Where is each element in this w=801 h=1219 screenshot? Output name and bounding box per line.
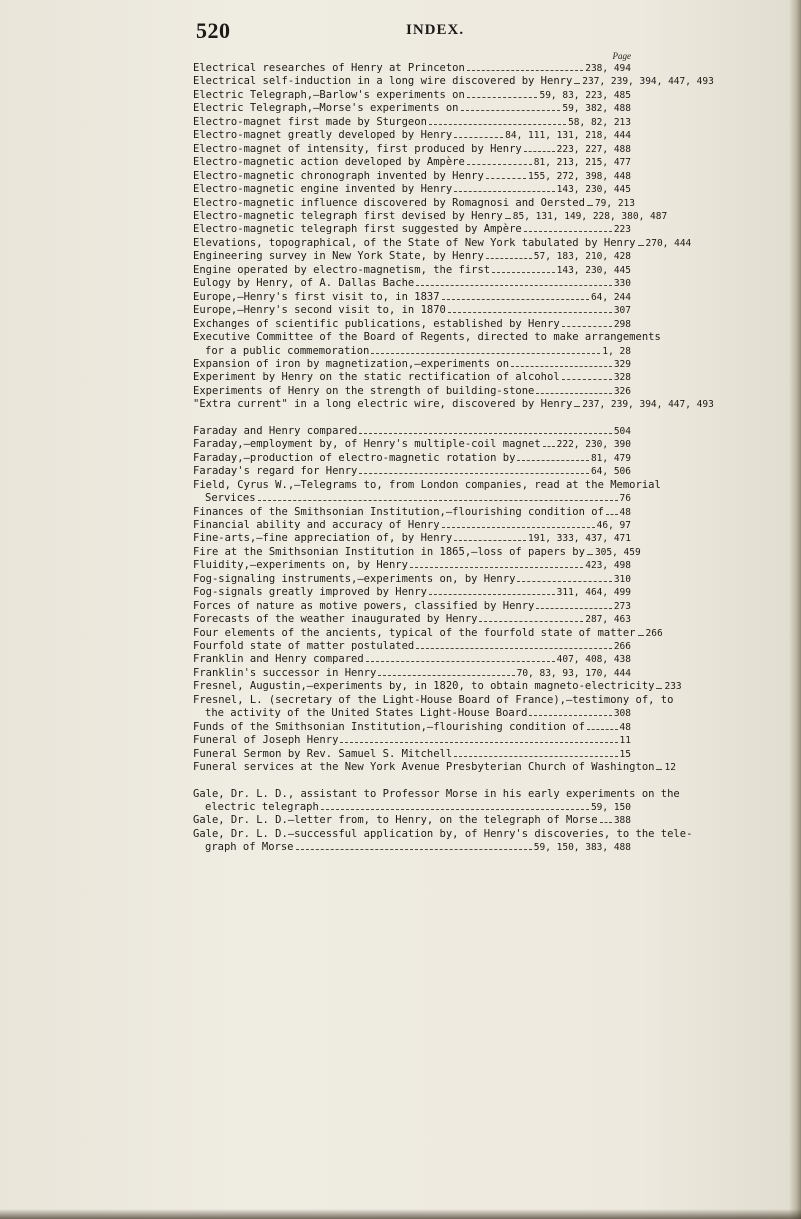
index-entry-text: Gale, Dr. L. D.—letter from, to Henry, on the telegraph of Morse [193, 814, 598, 827]
index-entry-text: Fluidity,—experiments on, by Henry [193, 559, 408, 572]
index-entry-line [193, 318, 631, 331]
index-entry-line [193, 626, 663, 640]
index-entry [193, 196, 635, 210]
dot-leader [486, 178, 526, 179]
dot-leader [442, 299, 589, 300]
index-entry [193, 600, 631, 613]
index-entry [193, 318, 631, 331]
dot-leader [454, 191, 554, 192]
index-entry-pages: 223 [613, 224, 631, 236]
index-entry [193, 425, 631, 438]
index-entry-pages: 504 [613, 425, 631, 437]
index-entry [193, 62, 631, 75]
index-entry [193, 734, 631, 747]
index-entry-line [193, 586, 631, 599]
index-entry-text: electric telegraph [205, 801, 319, 814]
index-entry-text: Funeral Sermon by Rev. Samuel S. Mitchell [193, 747, 453, 760]
index-entry [193, 331, 661, 358]
index-entry-pages: 237, 239, 394, 447, 493 [582, 76, 714, 88]
dot-leader [529, 715, 611, 716]
index-entry-text: Fresnel, Augustin,—experiments by, in 1820, to obtain magneto-electricity [193, 680, 655, 693]
dot-leader [448, 312, 612, 313]
index-entry-pages: 298 [613, 318, 631, 330]
index-entry-pages: 1, 28 [602, 345, 631, 357]
index-entry [193, 827, 693, 855]
index-entry-line [193, 102, 631, 115]
index-entry-text: Elevations, topographical, of the State of New York tabulated by Henry [193, 236, 636, 249]
index-entry-pages: 308 [613, 708, 631, 720]
index-entry-line [193, 506, 631, 519]
index-entry-text: Funds of the Smithsonian Institution,—flourishing condition of [193, 720, 585, 733]
index-entry-pages: 57, 183, 210, 428 [533, 251, 631, 263]
dot-leader [454, 540, 526, 541]
index-entry [193, 586, 631, 599]
index-entry-pages: 311, 464, 499 [556, 587, 631, 599]
dot-leader [359, 473, 589, 474]
index-entry-continuation [193, 492, 631, 505]
index-entry-line [193, 761, 676, 774]
index-entry [193, 452, 631, 465]
index-entry-line [193, 640, 631, 653]
index-entry-text: Electrical researches of Henry at Princeton [193, 62, 465, 74]
index-entry-pages: 238, 494 [585, 63, 631, 74]
dot-leader [359, 433, 611, 434]
dot-leader [467, 70, 583, 71]
index-entry-text: Forces of nature as motive powers, classified by Henry [193, 599, 535, 612]
index-entry [193, 209, 668, 223]
dot-leader [416, 648, 612, 649]
index-entry-text: Electrical self-induction in a long wire discovered by Henry [193, 75, 573, 88]
index-entry-text: Franklin's successor in Henry [193, 666, 377, 679]
index-entry-line [193, 277, 631, 290]
index-entry-line [193, 667, 631, 680]
index-entry-line [193, 156, 631, 169]
index-entry-text: Experiments of Henry on the strength of building-stone [193, 384, 535, 397]
index-entry-pages: 388 [613, 815, 631, 827]
index-entry-text: Funeral services at the New York Avenue Presbyterian Church of Washington [193, 761, 655, 774]
index-entry-text: Electro-magnet first made by Sturgeon [193, 115, 427, 128]
dot-leader [600, 822, 612, 823]
dot-leader [461, 110, 561, 111]
dot-leader [606, 514, 618, 515]
index-entry-text: Fog-signals greatly improved by Henry [193, 586, 427, 599]
dot-leader [536, 608, 611, 609]
index-entry-line [193, 129, 631, 142]
index-entry [193, 358, 631, 371]
index-entry [193, 465, 631, 478]
dot-leader [378, 675, 514, 676]
index-entry-line [193, 465, 631, 478]
index-entry [193, 613, 631, 626]
index-entry-text: Gale, Dr. L. D., assistant to Professor Morse in his early experiments on the [193, 787, 680, 800]
index-entry-line [193, 196, 635, 210]
dot-leader [366, 661, 555, 662]
index-entry [193, 667, 631, 680]
index-entry-pages: 58, 82, 213 [568, 116, 631, 128]
index-entry-text: Faraday and Henry compared [193, 424, 358, 437]
dot-leader [340, 742, 617, 743]
index-entry-text: Faraday,—employment by, of Henry's multiple-coil magnet [193, 438, 541, 451]
index-entry-pages: 310 [613, 573, 631, 585]
index-entry-line [193, 183, 631, 196]
dot-leader [258, 500, 618, 501]
index-entry [193, 680, 682, 693]
index-entry-line [193, 478, 661, 492]
index-entry-line [193, 223, 631, 236]
index-entry-continuation [193, 707, 631, 720]
index-entry-line [193, 358, 631, 371]
index-entry [193, 519, 631, 532]
index-entry-line [193, 75, 714, 88]
index-entry-text: Electric Telegraph,—Morse's experiments on [193, 102, 459, 115]
index-entry [193, 277, 631, 290]
dot-leader [505, 218, 511, 219]
index-entry-line [193, 600, 631, 613]
index-entry-line [193, 371, 631, 384]
index-entry-line [193, 398, 714, 411]
index-entry-pages: 287, 463 [585, 614, 631, 626]
index-entry [193, 264, 631, 277]
index-entry [193, 89, 631, 102]
index-entry-line [193, 721, 631, 734]
index-entry-pages: 233 [664, 681, 682, 693]
index-entry-text: for a public commemoration [205, 344, 370, 357]
dot-leader [442, 527, 595, 528]
index-entry-line [193, 250, 631, 263]
index-entry-text: Electro-magnetic telegraph first devised by Henry [193, 209, 503, 222]
dot-leader [587, 205, 593, 206]
index-entry [193, 532, 631, 545]
index-entry-pages: 222, 230, 390 [556, 439, 631, 451]
section-gap [193, 412, 631, 425]
index-entry [193, 75, 714, 88]
index-entry-pages: 79, 213 [594, 197, 635, 209]
index-entry-continuation [193, 841, 631, 854]
index-entry [193, 156, 631, 169]
index-entry-text: Four elements of the ancients, typical of the fourfold state of matter [193, 626, 636, 639]
index-entry-pages: 81, 479 [590, 452, 631, 464]
dot-leader [429, 124, 566, 125]
index-entry-text: Exchanges of scientific publications, established by Henry [193, 317, 560, 330]
index-entry [193, 748, 631, 761]
index-entry [193, 143, 631, 156]
page-column-label: Page [612, 51, 631, 61]
index-entry-line [193, 748, 631, 761]
index-entry [193, 223, 631, 236]
index-entry [193, 170, 631, 183]
index-entry-text: the activity of the United States Light-House Board [205, 707, 528, 720]
section-gap [193, 775, 631, 788]
index-entry [193, 183, 631, 196]
index-entry-text: Gale, Dr. L. D.—successful application by, of Henry's discoveries, to the tele- [193, 827, 693, 840]
index-entry-text: graph of Morse [205, 841, 294, 854]
index-entry [193, 250, 631, 263]
index-entry [193, 506, 631, 519]
index-entry-line [193, 209, 668, 223]
index-entry-pages: 84, 111, 131, 218, 444 [505, 130, 631, 142]
index-entry-pages: 266 [645, 627, 663, 639]
index-entry [193, 291, 631, 304]
index-entry-pages: 328 [613, 372, 631, 384]
index-entry-continuation [193, 345, 631, 358]
index-entry-pages: 143, 230, 445 [556, 184, 631, 196]
index-entry-pages: 223, 227, 488 [556, 143, 631, 155]
index-entry-pages: 407, 408, 438 [556, 654, 631, 666]
index-entry-text: Experiment by Henry on the static rectification of alcohol [193, 371, 560, 384]
index-entry-pages: 64, 244 [590, 291, 631, 303]
page-bottom-shadow [0, 1209, 801, 1219]
index-entry-pages: 143, 230, 445 [556, 264, 631, 276]
index-entry-pages: 59, 150 [590, 802, 631, 814]
index-entry-line [193, 331, 661, 344]
dot-leader [574, 83, 580, 84]
index-entry-line [193, 613, 631, 626]
index-entry-line [193, 116, 631, 129]
index-entry-line [193, 734, 631, 747]
page-edge-shadow [789, 0, 801, 1219]
dot-leader [562, 326, 612, 327]
dot-leader [486, 258, 532, 259]
index-entry-pages: 48 [619, 721, 631, 733]
dot-leader [479, 621, 583, 622]
page-header [196, 18, 616, 48]
index-entry-text: Electro-magnetic telegraph first suggested by Ampère [193, 223, 522, 236]
index-entry-line [193, 89, 631, 102]
index-entry-pages: 11 [619, 735, 631, 747]
index-entry [193, 385, 631, 398]
index-entry-line [193, 787, 680, 801]
index-entry [193, 626, 663, 640]
index-entry-text: Fire at the Smithsonian Institution in 1865,—loss of papers by [193, 545, 585, 558]
index-entry-pages: 329 [613, 358, 631, 370]
dot-leader [656, 688, 662, 689]
index-entry-pages: 59, 150, 383, 488 [533, 842, 631, 854]
index-entry-text: Forecasts of the weather inaugurated by Henry [193, 613, 478, 626]
index-entry [193, 236, 692, 250]
index-entry-pages: 15 [619, 748, 631, 760]
index-entry-text: Europe,—Henry's first visit to, in 1837 [193, 290, 440, 303]
dot-leader [517, 581, 611, 582]
index-entry [193, 371, 631, 384]
index-entry-line [193, 559, 631, 572]
dot-leader [638, 635, 644, 636]
index-entry [193, 545, 641, 559]
index-entry [193, 129, 631, 142]
index-entry-text: Electro-magnetic engine invented by Henry [193, 183, 453, 196]
dot-leader [574, 406, 580, 407]
index-entry [193, 693, 674, 721]
index-entry-pages: 12 [664, 762, 676, 774]
index-entry [193, 814, 631, 827]
index-entry-line [193, 438, 631, 451]
index-entry-text: Faraday,—production of electro-magnetic rotation by [193, 451, 516, 464]
index-entry-pages: 46, 97 [596, 519, 631, 531]
dot-leader [321, 809, 589, 810]
dot-leader [511, 366, 612, 367]
index-entry-pages: 70, 83, 93, 170, 444 [516, 667, 631, 679]
index-entry-line [193, 62, 631, 75]
page-number: 520 [196, 18, 231, 43]
index-entry-text: Fine-arts,—fine appreciation of, by Henry [193, 532, 453, 545]
index-entry [193, 478, 661, 506]
index-entry-pages: 270, 444 [645, 237, 692, 249]
index-entry-pages: 59, 382, 488 [562, 103, 631, 115]
index-entry-text: Electric Telegraph,—Barlow's experiments on [193, 88, 465, 101]
index-entry-text: Engineering survey in New York State, by Henry [193, 250, 484, 263]
dot-leader [638, 245, 644, 246]
index-entry-line [193, 170, 631, 183]
index-entry-text: Executive Committee of the Board of Regents, directed to make arrangements [193, 331, 661, 344]
index-entry [193, 640, 631, 653]
index-entry-line [193, 143, 631, 156]
index-entry-line [193, 519, 631, 532]
index-entry-text: Services [205, 492, 256, 505]
dot-leader [429, 594, 555, 595]
index-entry-text: Electro-magnetic influence discovered by Romagnosi and Oersted [193, 196, 585, 209]
dot-leader [543, 446, 555, 447]
dot-leader [454, 137, 503, 138]
dot-leader [562, 379, 612, 380]
index-content [193, 51, 714, 855]
dot-leader [416, 285, 612, 286]
index-entry [193, 761, 676, 774]
index-entry-line [193, 532, 631, 545]
index-entry-continuation [193, 801, 631, 814]
running-title: INDEX. [406, 22, 465, 38]
index-entry [193, 721, 631, 734]
index-entry-text: Engine operated by electro-magnetism, the first [193, 263, 491, 276]
index-entry [193, 787, 680, 815]
index-entry-line [193, 814, 631, 827]
index-entry-pages: 266 [613, 641, 631, 653]
index-entry-line [193, 452, 631, 465]
index-entry-line [193, 291, 631, 304]
dot-leader [524, 231, 612, 232]
dot-leader [296, 849, 532, 850]
dot-leader [517, 460, 589, 461]
index-entry-line [193, 264, 631, 277]
dot-leader [536, 393, 611, 394]
index-entry-pages: 155, 272, 398, 448 [528, 170, 631, 182]
index-entry-line [193, 425, 631, 438]
index-entry-text: "Extra current" in a long electric wire, discovered by Henry [193, 398, 573, 411]
index-entry-line [193, 573, 631, 586]
index-entry-pages: 330 [613, 278, 631, 290]
index-entry-pages: 81, 213, 215, 477 [533, 157, 631, 169]
index-entries [193, 62, 714, 855]
index-entry [193, 573, 631, 586]
index-entry-text: Fresnel, L. (secretary of the Light-House Board of France),—testimony of, to [193, 693, 674, 706]
dot-leader [656, 769, 662, 770]
index-entry-pages: 273 [613, 600, 631, 612]
index-entry [193, 653, 631, 666]
index-entry [193, 438, 631, 451]
index-entry-line [193, 693, 674, 707]
index-entry-text: Electro-magnet greatly developed by Henry [193, 129, 453, 142]
index-entry-line [193, 680, 682, 693]
index-entry-pages: 48 [619, 506, 631, 518]
index-entry-text: Funeral of Joseph Henry [193, 734, 339, 747]
index-entry-line [193, 236, 692, 250]
dot-leader [587, 554, 593, 555]
index-entry-text: Fourfold state of matter postulated [193, 640, 415, 653]
index-entry-pages: 59, 83, 223, 485 [539, 89, 631, 101]
dot-leader [467, 164, 532, 165]
index-entry-pages: 307 [613, 305, 631, 317]
index-entry-pages: 76 [619, 493, 631, 505]
index-entry-line [193, 827, 693, 841]
index-entry-text: Europe,—Henry's second visit to, in 1870 [193, 304, 446, 317]
index-entry-text: Finances of the Smithsonian Institution,—flourishing condition of [193, 505, 604, 518]
index-entry [193, 559, 631, 572]
index-entry-line [193, 545, 641, 559]
index-entry-text: Field, Cyrus W.,—Telegrams to, from London companies, read at the Memorial [193, 478, 661, 491]
index-entry-text: Financial ability and accuracy of Henry [193, 518, 440, 531]
index-entry [193, 304, 631, 317]
index-entry-text: Electro-magnet of intensity, first produced by Henry [193, 142, 522, 155]
dot-leader [524, 151, 555, 152]
index-entry-text: Fog-signaling instruments,—experiments on, by Henry [193, 572, 516, 585]
index-entry-pages: 237, 239, 394, 447, 493 [582, 399, 714, 411]
dot-leader [492, 272, 555, 273]
dot-leader [371, 353, 600, 354]
index-entry-pages: 305, 459 [594, 546, 641, 558]
index-entry-pages: 85, 131, 149, 228, 380, 487 [512, 210, 668, 222]
index-entry-text: Franklin and Henry compared [193, 653, 364, 666]
index-entry-text: Electro-magnetic action developed by Ampère [193, 156, 465, 169]
index-entry-pages: 191, 333, 437, 471 [528, 533, 631, 545]
index-entry-text: Eulogy by Henry, of A. Dallas Bache [193, 277, 415, 290]
index-entry-line [193, 653, 631, 666]
dot-leader [410, 567, 583, 568]
dot-leader [454, 756, 617, 757]
index-entry-pages: 423, 498 [585, 560, 631, 572]
index-entry-pages: 64, 506 [590, 466, 631, 478]
index-entry-text: Expansion of iron by magnetization,—experiments on [193, 357, 510, 370]
index-entry-text: Electro-magnetic chronograph invented by Henry [193, 169, 484, 182]
dot-leader [467, 97, 538, 98]
index-entry [193, 116, 631, 129]
index-entry-line [193, 385, 631, 398]
index-entry-pages: 326 [613, 385, 631, 397]
index-entry [193, 398, 714, 411]
index-entry-line [193, 304, 631, 317]
dot-leader [587, 729, 618, 730]
index-entry-text: Faraday's regard for Henry [193, 465, 358, 478]
index-entry [193, 102, 631, 115]
